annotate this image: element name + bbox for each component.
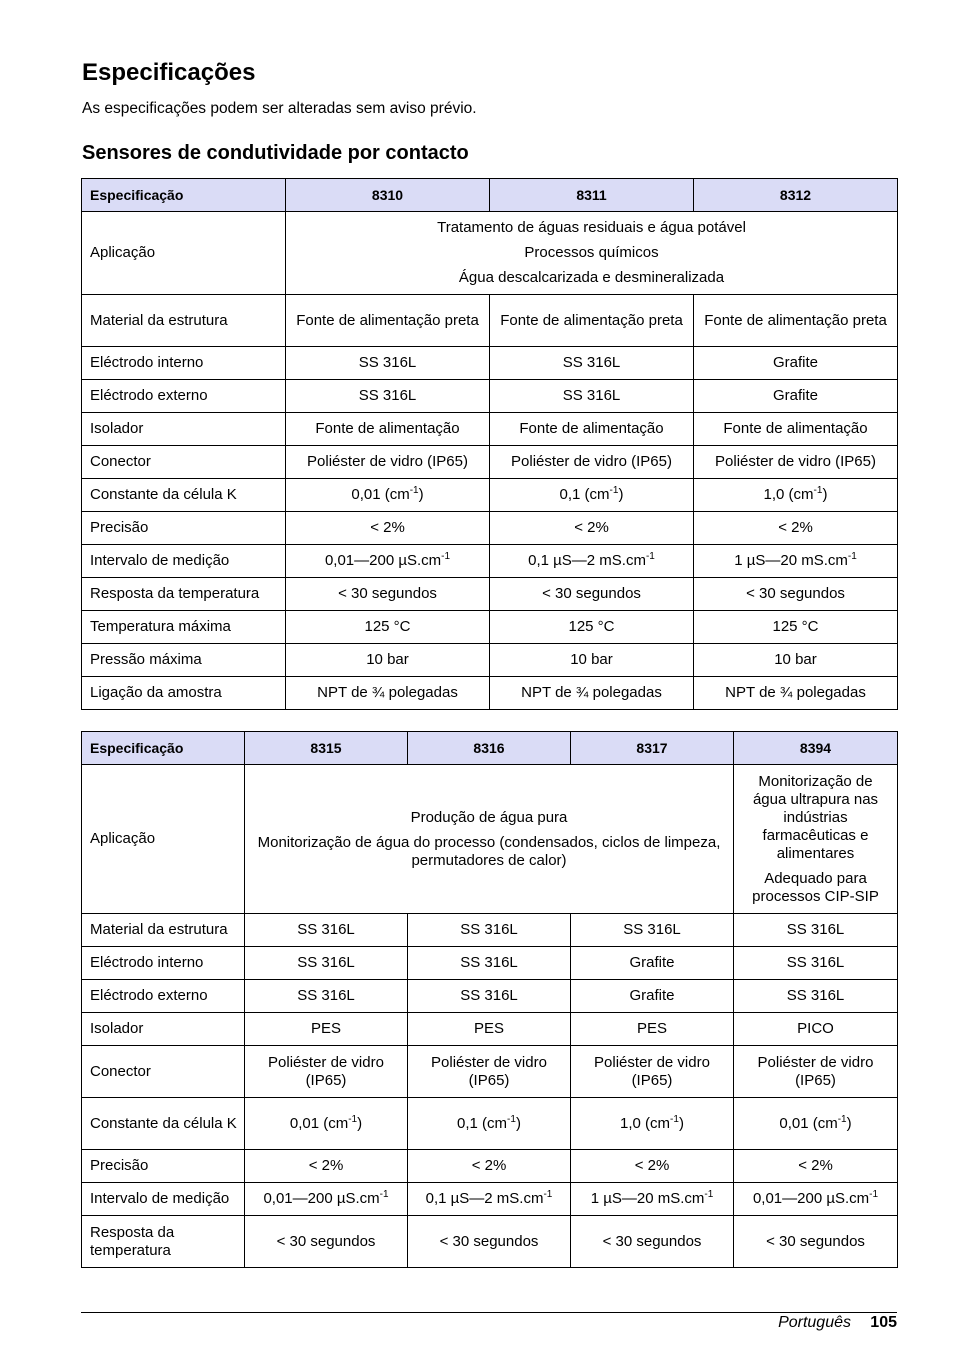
row-label: Resposta da temperatura xyxy=(82,578,286,611)
value-text: 0,1 (cm xyxy=(457,1114,508,1132)
value-cell: Grafite xyxy=(571,980,734,1013)
table-row xyxy=(82,677,898,710)
value-superscript: -1 xyxy=(441,551,451,562)
value-cell xyxy=(286,545,490,578)
value-cell xyxy=(571,1098,734,1150)
value-text: 0,1 µS—2 mS.cm xyxy=(425,1190,544,1207)
row-label: Conector xyxy=(82,446,286,479)
value-cell: SS 316L xyxy=(286,380,490,413)
value-cell: SS 316L xyxy=(490,347,694,380)
value-cell: PES xyxy=(571,1013,734,1046)
value-superscript: -1 xyxy=(837,1113,847,1125)
value-cell: SS 316L xyxy=(734,914,898,947)
value-cell: Poliéster de vidro (IP65) xyxy=(245,1046,408,1098)
footer-language: Português xyxy=(778,1314,851,1331)
table-row xyxy=(82,1150,898,1183)
value-superscript: -1 xyxy=(409,485,419,496)
value-cell: Poliéster de vidro (IP65) xyxy=(286,446,490,479)
table-row xyxy=(82,1216,898,1268)
value-text: 0,01 (cm xyxy=(351,486,410,503)
table-row xyxy=(82,1183,898,1216)
value-superscript: -1 xyxy=(348,1113,358,1125)
table-row xyxy=(82,212,898,295)
value-cell xyxy=(694,479,898,512)
value-cell: < 2% xyxy=(571,1150,734,1183)
table-row xyxy=(82,611,898,644)
value-suffix: ) xyxy=(515,1114,521,1132)
header-cell: Especificação xyxy=(82,179,286,212)
table-row xyxy=(82,1013,898,1046)
row-label: Eléctrodo externo xyxy=(82,380,286,413)
table-row xyxy=(82,947,898,980)
value-cell: < 2% xyxy=(245,1150,408,1183)
application-line: Processos químicos xyxy=(524,244,659,261)
value-superscript: -1 xyxy=(507,1113,516,1125)
application-line: Tratamento de águas residuais e água potável xyxy=(437,219,746,236)
value-cell: SS 316L xyxy=(408,914,571,947)
value-cell: SS 316L xyxy=(245,914,408,947)
value-text: 0,1 µS—2 mS.cm xyxy=(528,552,646,569)
table-row xyxy=(82,644,898,677)
header-cell: Especificação xyxy=(82,732,245,765)
application-cell xyxy=(245,765,734,914)
footer-rule xyxy=(81,1312,897,1313)
table-row xyxy=(82,1098,898,1150)
value-cell: 10 bar xyxy=(694,644,898,677)
row-label: Pressão máxima xyxy=(82,644,286,677)
spec-table-8310-8312 xyxy=(81,178,898,710)
value-text: 1,0 (cm xyxy=(620,1114,671,1132)
value-text: 0,01 (cm xyxy=(779,1114,838,1132)
value-cell: < 30 segundos xyxy=(571,1216,734,1268)
row-label: Aplicação xyxy=(82,765,245,914)
value-cell: Fonte de alimentação xyxy=(694,413,898,446)
value-cell: 10 bar xyxy=(286,644,490,677)
table-row xyxy=(82,578,898,611)
value-cell: < 30 segundos xyxy=(694,578,898,611)
value-cell: Poliéster de vidro (IP65) xyxy=(490,446,694,479)
application-line: Adequado para processos CIP-SIP xyxy=(752,869,879,905)
table-row xyxy=(82,765,898,914)
spec-table-8315-8394 xyxy=(81,731,898,1268)
value-superscript: -1 xyxy=(813,485,823,496)
header-cell: 8317 xyxy=(571,732,734,765)
row-label: Constante da célula K xyxy=(82,479,286,512)
value-cell: Fonte de alimentação preta xyxy=(490,295,694,347)
value-cell xyxy=(694,545,898,578)
value-superscript: -1 xyxy=(704,1189,714,1200)
row-label: Material da estrutura xyxy=(82,295,286,347)
value-cell: 125 °C xyxy=(694,611,898,644)
value-cell: 10 bar xyxy=(490,644,694,677)
row-label: Intervalo de medição xyxy=(82,1183,245,1216)
value-cell: PICO xyxy=(734,1013,898,1046)
row-label: Eléctrodo externo xyxy=(82,980,245,1013)
value-cell xyxy=(734,1098,898,1150)
row-label: Constante da célula K xyxy=(82,1098,245,1150)
value-cell xyxy=(408,1098,571,1150)
value-cell: SS 316L xyxy=(734,980,898,1013)
value-text: 1 µS—20 mS.cm xyxy=(734,552,848,569)
value-cell: < 30 segundos xyxy=(734,1216,898,1268)
value-cell: NPT de ¾ polegadas xyxy=(694,677,898,710)
value-cell: SS 316L xyxy=(408,947,571,980)
value-suffix: ) xyxy=(678,1114,684,1132)
value-cell xyxy=(408,1183,571,1216)
value-cell: < 2% xyxy=(734,1150,898,1183)
value-text: 0,01 (cm xyxy=(289,1114,349,1132)
value-text: 1 µS—20 mS.cm xyxy=(590,1190,705,1207)
value-cell: Poliéster de vidro (IP65) xyxy=(734,1046,898,1098)
value-cell: SS 316L xyxy=(408,980,571,1013)
value-text: 0,01—200 µS.cm xyxy=(752,1190,870,1207)
value-cell: Fonte de alimentação preta xyxy=(694,295,898,347)
value-suffix: ) xyxy=(618,486,624,503)
table-row xyxy=(82,479,898,512)
table-row xyxy=(82,1046,898,1098)
row-label: Isolador xyxy=(82,1013,245,1046)
table-row xyxy=(82,545,898,578)
value-cell: < 2% xyxy=(490,512,694,545)
table-row xyxy=(82,295,898,347)
value-cell xyxy=(734,1183,898,1216)
page-title: Especificações xyxy=(82,59,256,86)
header-cell: 8315 xyxy=(245,732,408,765)
value-cell: SS 316L xyxy=(245,947,408,980)
header-cell: 8310 xyxy=(286,179,490,212)
value-cell: Fonte de alimentação preta xyxy=(286,295,490,347)
section-title: Sensores de condutividade por contacto xyxy=(82,142,469,164)
value-text: 0,1 (cm xyxy=(559,486,610,503)
application-cell xyxy=(734,765,898,914)
table-row xyxy=(82,512,898,545)
value-cell: Grafite xyxy=(694,347,898,380)
table-row xyxy=(82,413,898,446)
row-label: Conector xyxy=(82,1046,245,1098)
value-cell xyxy=(571,1183,734,1216)
row-label: Eléctrodo interno xyxy=(82,347,286,380)
value-cell: SS 316L xyxy=(490,380,694,413)
row-label: Material da estrutura xyxy=(82,914,245,947)
value-superscript: -1 xyxy=(670,1113,679,1125)
value-cell: PES xyxy=(245,1013,408,1046)
table-row xyxy=(82,980,898,1013)
row-label: Precisão xyxy=(82,1150,245,1183)
table-row xyxy=(82,914,898,947)
application-cell xyxy=(286,212,898,295)
value-suffix: ) xyxy=(357,1114,363,1132)
value-suffix: ) xyxy=(822,486,828,503)
value-cell: Grafite xyxy=(571,947,734,980)
value-cell: Poliéster de vidro (IP65) xyxy=(694,446,898,479)
value-superscript: -1 xyxy=(645,551,655,562)
value-cell: Fonte de alimentação xyxy=(286,413,490,446)
value-cell xyxy=(286,479,490,512)
value-cell: NPT de ¾ polegadas xyxy=(490,677,694,710)
row-label: Ligação da amostra xyxy=(82,677,286,710)
value-cell: Fonte de alimentação xyxy=(490,413,694,446)
value-cell: < 2% xyxy=(408,1150,571,1183)
value-cell: 125 °C xyxy=(490,611,694,644)
application-line: Monitorização de água ultrapura nas indústrias farmacêuticas e alimentares xyxy=(752,772,879,862)
page-intro: As especificações podem ser alteradas sem aviso prévio. xyxy=(82,100,477,117)
value-cell xyxy=(245,1183,408,1216)
value-cell: SS 316L xyxy=(245,980,408,1013)
value-suffix: ) xyxy=(418,486,424,503)
value-cell: < 30 segundos xyxy=(245,1216,408,1268)
value-superscript: -1 xyxy=(869,1189,879,1200)
application-line: Produção de água pura xyxy=(410,808,568,826)
value-cell: Poliéster de vidro (IP65) xyxy=(408,1046,571,1098)
value-cell: < 30 segundos xyxy=(286,578,490,611)
value-cell: SS 316L xyxy=(286,347,490,380)
row-label: Isolador xyxy=(82,413,286,446)
value-cell xyxy=(245,1098,408,1150)
row-label: Aplicação xyxy=(82,212,286,295)
value-cell xyxy=(490,479,694,512)
header-cell: 8316 xyxy=(408,732,571,765)
value-text: 0,01—200 µS.cm xyxy=(324,552,442,569)
value-cell: PES xyxy=(408,1013,571,1046)
value-cell: SS 316L xyxy=(734,947,898,980)
value-text: 1,0 (cm xyxy=(763,486,814,503)
value-superscript: -1 xyxy=(847,551,857,562)
row-label: Resposta da temperatura xyxy=(82,1216,245,1268)
value-cell: SS 316L xyxy=(571,914,734,947)
value-cell: NPT de ¾ polegadas xyxy=(286,677,490,710)
page-number: 105 xyxy=(870,1314,897,1331)
row-label: Eléctrodo interno xyxy=(82,947,245,980)
value-superscript: -1 xyxy=(609,485,619,496)
table-header-row xyxy=(82,732,898,765)
value-cell xyxy=(490,545,694,578)
value-cell: < 2% xyxy=(286,512,490,545)
header-cell: 8311 xyxy=(490,179,694,212)
value-superscript: -1 xyxy=(379,1189,389,1200)
value-cell: Grafite xyxy=(694,380,898,413)
value-suffix: ) xyxy=(846,1114,852,1132)
application-line: Monitorização de água do processo (condensados, ciclos de limpeza, permutadores de calor) xyxy=(257,833,721,869)
value-cell: 125 °C xyxy=(286,611,490,644)
header-cell: 8312 xyxy=(694,179,898,212)
application-line: Água descalcarizada e desmineralizada xyxy=(458,269,725,286)
value-text: 0,01—200 µS.cm xyxy=(263,1190,380,1207)
value-cell: < 30 segundos xyxy=(408,1216,571,1268)
value-cell: < 2% xyxy=(694,512,898,545)
header-cell: 8394 xyxy=(734,732,898,765)
table-header-row xyxy=(82,179,898,212)
value-superscript: -1 xyxy=(543,1189,553,1200)
value-cell: Poliéster de vidro (IP65) xyxy=(571,1046,734,1098)
table-row xyxy=(82,446,898,479)
table-row xyxy=(82,347,898,380)
row-label: Intervalo de medição xyxy=(82,545,286,578)
row-label: Temperatura máxima xyxy=(82,611,286,644)
table-row xyxy=(82,380,898,413)
value-cell: < 30 segundos xyxy=(490,578,694,611)
row-label: Precisão xyxy=(82,512,286,545)
